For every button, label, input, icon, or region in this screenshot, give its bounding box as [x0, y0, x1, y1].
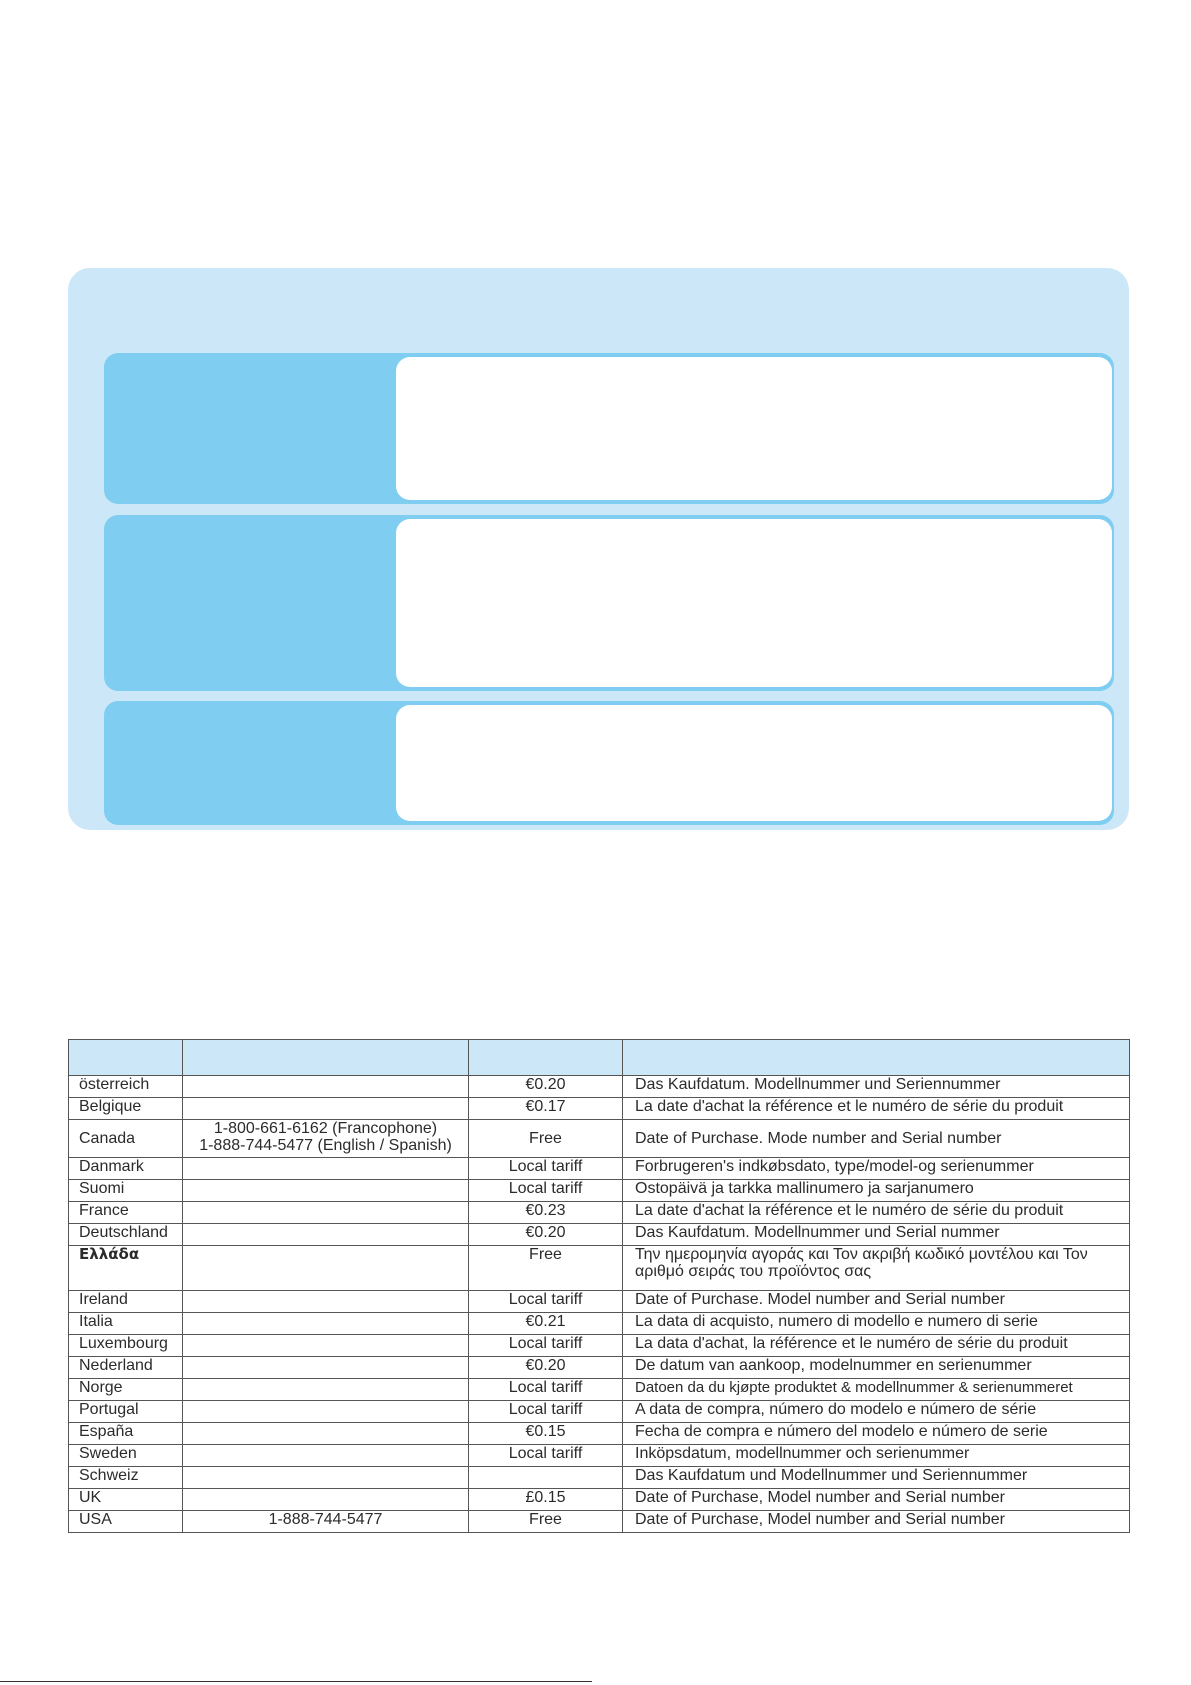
- price-cell: €0.21: [469, 1313, 623, 1335]
- phone-cell: [183, 1291, 469, 1313]
- header-price: [469, 1040, 623, 1076]
- table-row: [69, 1379, 1130, 1401]
- info-line: Das Kaufdatum. Modellnummer und Serial nummer: [635, 1224, 1000, 1241]
- table-row: [69, 1224, 1130, 1246]
- info-cell: [623, 1335, 1130, 1357]
- info-cell: [623, 1291, 1130, 1313]
- info-cell: [623, 1357, 1130, 1379]
- phone-cell: [183, 1401, 469, 1423]
- country-cell: España: [69, 1423, 183, 1445]
- phone-cell: [183, 1445, 469, 1467]
- table-row: [69, 1246, 1130, 1291]
- info-cell: [623, 1467, 1130, 1489]
- info-line: La data d'achat, la référence et le numéro de série du produit: [635, 1335, 1068, 1352]
- phone-cell: [183, 1357, 469, 1379]
- header-phone: [183, 1040, 469, 1076]
- phone-line: 1-800-661-6162 (Francophone): [213, 1120, 438, 1137]
- info-cell: [623, 1246, 1130, 1291]
- price-cell: [469, 1467, 623, 1489]
- phone-cell: [183, 1180, 469, 1202]
- info-block-3: [104, 701, 1114, 825]
- table-row: [69, 1489, 1130, 1511]
- table-row: [69, 1202, 1130, 1224]
- info-cell: [623, 1180, 1130, 1202]
- table-row: [69, 1423, 1130, 1445]
- info-line: Datoen da du kjøpte produktet & modellnummer & serienummeret: [635, 1379, 1073, 1396]
- info-cell: [623, 1489, 1130, 1511]
- info-line: Inköpsdatum, modellnummer och serienummer: [635, 1445, 970, 1462]
- phone-cell: [183, 1489, 469, 1511]
- country-cell: Suomi: [69, 1180, 183, 1202]
- table-row: [69, 1120, 1130, 1158]
- phone-cell: [183, 1335, 469, 1357]
- table-row: [69, 1313, 1130, 1335]
- table-row: [69, 1467, 1130, 1489]
- price-cell: Free: [469, 1120, 623, 1158]
- info-line: La date d'achat la référence et le numéro de série du produit: [635, 1202, 1064, 1219]
- info-line: Date of Purchase, Model number and Serial number: [635, 1489, 1005, 1506]
- country-cell: Danmark: [69, 1158, 183, 1180]
- info-cell: [623, 1511, 1130, 1533]
- info-cell: [623, 1224, 1130, 1246]
- price-cell: Local tariff: [469, 1158, 623, 1180]
- info-cell: [623, 1379, 1130, 1401]
- country-cell: UK: [69, 1489, 183, 1511]
- country-cell: Schweiz: [69, 1467, 183, 1489]
- info-line: Date of Purchase. Mode number and Serial number: [635, 1130, 1002, 1147]
- price-cell: €0.23: [469, 1202, 623, 1224]
- table-header-row: [69, 1040, 1130, 1076]
- country-cell: österreich: [69, 1076, 183, 1098]
- price-cell: €0.15: [469, 1423, 623, 1445]
- country-cell: Luxembourg: [69, 1335, 183, 1357]
- country-cell: France: [69, 1202, 183, 1224]
- info-line: Das Kaufdatum. Modellnummer und Seriennummer: [635, 1076, 1001, 1093]
- country-cell: Belgique: [69, 1098, 183, 1120]
- table-row: [69, 1291, 1130, 1313]
- table-row: [69, 1180, 1130, 1202]
- price-cell: Local tariff: [469, 1291, 623, 1313]
- phone-cell: [183, 1098, 469, 1120]
- phone-cell: [183, 1467, 469, 1489]
- info-block-2-body: [396, 519, 1112, 687]
- phone-cell: [183, 1423, 469, 1445]
- phone-cell: [183, 1158, 469, 1180]
- price-cell: Free: [469, 1511, 623, 1533]
- header-country: [69, 1040, 183, 1076]
- info-line: Date of Purchase. Model number and Serial number: [635, 1291, 1005, 1308]
- info-cell: [623, 1423, 1130, 1445]
- table-row: [69, 1445, 1130, 1467]
- price-cell: €0.20: [469, 1357, 623, 1379]
- country-contact-table: [68, 1039, 1130, 1533]
- info-line: αριθμό σειράς του προϊόντος σας: [635, 1263, 872, 1280]
- phone-cell: [183, 1202, 469, 1224]
- footer-rule: [0, 1681, 592, 1682]
- phone-cell: [183, 1246, 469, 1291]
- info-cell: [623, 1202, 1130, 1224]
- table-row: [69, 1335, 1130, 1357]
- price-cell: £0.15: [469, 1489, 623, 1511]
- table-row: [69, 1158, 1130, 1180]
- info-cell: [623, 1445, 1130, 1467]
- info-line: Ostopäivä ja tarkka mallinumero ja sarjanumero: [635, 1180, 974, 1197]
- country-cell: Sweden: [69, 1445, 183, 1467]
- country-cell: Ireland: [69, 1291, 183, 1313]
- info-line: La date d'achat la référence et le numéro de série du produit: [635, 1098, 1064, 1115]
- info-cell: [623, 1401, 1130, 1423]
- info-block-3-body: [396, 705, 1112, 821]
- price-cell: Free: [469, 1246, 623, 1291]
- info-cell: [623, 1158, 1130, 1180]
- info-block-1-body: [396, 357, 1112, 500]
- phone-cell: [183, 1120, 469, 1158]
- country-cell: Canada: [69, 1120, 183, 1158]
- phone-cell: [183, 1379, 469, 1401]
- price-cell: Local tariff: [469, 1379, 623, 1401]
- info-cell: [623, 1313, 1130, 1335]
- country-cell: Ελλάδα: [69, 1246, 183, 1291]
- info-cell: [623, 1120, 1130, 1158]
- price-cell: Local tariff: [469, 1401, 623, 1423]
- country-cell: Portugal: [69, 1401, 183, 1423]
- country-cell: Norge: [69, 1379, 183, 1401]
- table-row: [69, 1401, 1130, 1423]
- table-row: [69, 1076, 1130, 1098]
- country-cell: Italia: [69, 1313, 183, 1335]
- header-info: [623, 1040, 1130, 1076]
- info-line: Forbrugeren's indkøbsdato, type/model-og serienummer: [635, 1158, 1034, 1175]
- price-cell: Local tariff: [469, 1445, 623, 1467]
- price-cell: €0.20: [469, 1076, 623, 1098]
- country-cell: USA: [69, 1511, 183, 1533]
- price-cell: €0.17: [469, 1098, 623, 1120]
- info-line: A data de compra, número do modelo e número de série: [635, 1401, 1037, 1418]
- country-cell: Nederland: [69, 1357, 183, 1379]
- phone-cell: [183, 1224, 469, 1246]
- price-cell: Local tariff: [469, 1335, 623, 1357]
- country-cell: Deutschland: [69, 1224, 183, 1246]
- info-line: Das Kaufdatum und Modellnummer und Seriennummer: [635, 1467, 1028, 1484]
- info-line: Fecha de compra e número del modelo e número de serie: [635, 1423, 1048, 1440]
- table-row: [69, 1357, 1130, 1379]
- info-line: De datum van aankoop, modelnummer en serienummer: [635, 1357, 1032, 1374]
- info-line: Date of Purchase, Model number and Serial number: [635, 1511, 1005, 1528]
- info-line: Την ημερομηνία αγοράς και Τον ακριβή κωδικό μοντέλου και Τον: [635, 1246, 1088, 1263]
- price-cell: Local tariff: [469, 1180, 623, 1202]
- phone-cell: 1-888-744-5477: [183, 1511, 469, 1533]
- price-cell: €0.20: [469, 1224, 623, 1246]
- info-block-2: [104, 515, 1114, 691]
- table-row: [69, 1098, 1130, 1120]
- table-row: [69, 1511, 1130, 1533]
- info-block-1: [104, 353, 1114, 504]
- info-cell: [623, 1076, 1130, 1098]
- info-line: La data di acquisto, numero di modello e numero di serie: [635, 1313, 1038, 1330]
- phone-cell: [183, 1076, 469, 1098]
- phone-cell: [183, 1313, 469, 1335]
- phone-line: 1-888-744-5477 (English / Spanish): [199, 1137, 452, 1154]
- info-cell: [623, 1098, 1130, 1120]
